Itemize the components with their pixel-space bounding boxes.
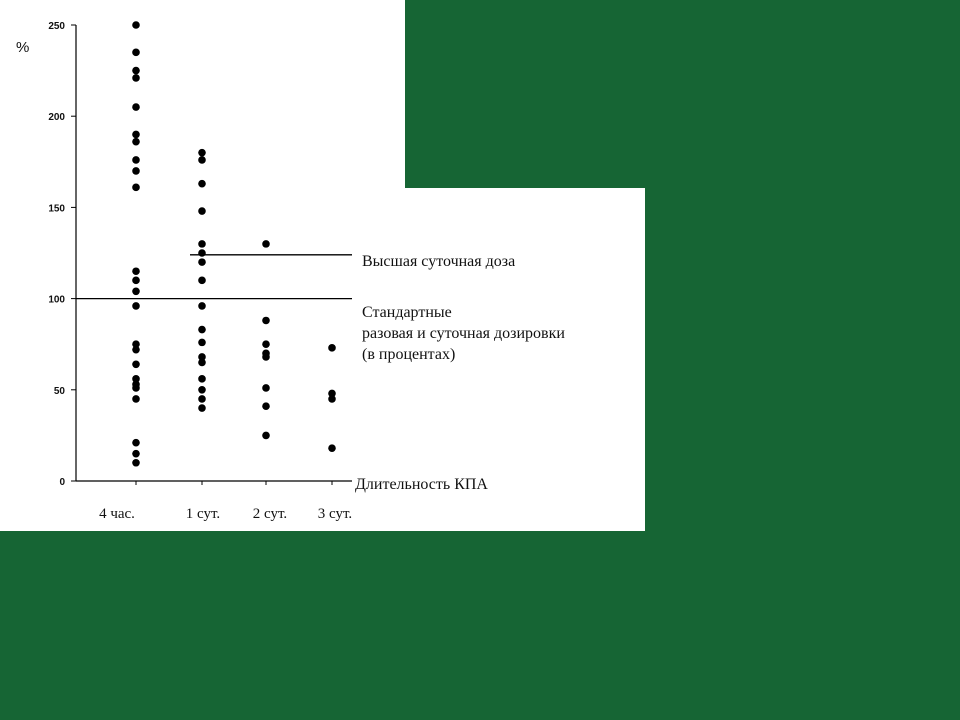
y-tick-label: 0 <box>59 477 65 488</box>
data-point <box>132 131 140 139</box>
y-tick-label: 200 <box>48 112 65 124</box>
data-point <box>198 156 206 164</box>
data-point <box>198 149 206 157</box>
data-points <box>132 21 336 466</box>
data-point <box>262 384 270 392</box>
data-point <box>132 49 140 57</box>
data-point <box>132 138 140 146</box>
x-axis-label: Длительность КПА <box>355 476 488 493</box>
data-point <box>198 386 206 394</box>
data-point <box>132 21 140 29</box>
data-point <box>132 67 140 75</box>
data-point <box>132 450 140 458</box>
data-point <box>198 404 206 412</box>
data-point <box>262 240 270 248</box>
data-point <box>262 432 270 440</box>
data-point <box>328 444 336 452</box>
data-point <box>198 359 206 367</box>
axes <box>76 25 352 481</box>
data-point <box>132 167 140 175</box>
y-tick-label: 50 <box>53 385 65 397</box>
data-point <box>132 439 140 447</box>
reference-line-label: Стандартные разовая и суточная дозировки (в процентах) <box>362 304 565 363</box>
y-tick-label: 100 <box>48 294 65 306</box>
data-point <box>198 207 206 215</box>
x-tick-label: 2 сут. <box>252 506 288 522</box>
data-point <box>198 240 206 248</box>
y-tick-label: 250 <box>48 21 65 32</box>
data-point <box>198 277 206 285</box>
data-point <box>132 459 140 467</box>
data-point <box>328 344 336 352</box>
data-point <box>262 402 270 410</box>
data-point <box>262 317 270 325</box>
data-point <box>198 375 206 383</box>
y-axis-label: % <box>16 39 30 56</box>
data-point <box>132 74 140 82</box>
data-point <box>132 103 140 111</box>
data-point <box>198 339 206 347</box>
data-point <box>132 267 140 275</box>
data-point <box>132 384 140 392</box>
data-point <box>132 302 140 310</box>
data-point <box>132 395 140 403</box>
data-point <box>198 395 206 403</box>
data-point <box>132 184 140 192</box>
data-point <box>328 395 336 403</box>
data-point <box>132 156 140 164</box>
category-labels <box>99 481 352 522</box>
reference-line-label: Высшая суточная доза <box>362 253 516 270</box>
reference-lines <box>76 253 565 363</box>
data-point <box>262 353 270 361</box>
data-point <box>198 258 206 266</box>
data-point <box>198 249 206 257</box>
x-tick-label: 3 сут. <box>317 506 353 522</box>
data-point <box>132 346 140 354</box>
data-point <box>132 360 140 368</box>
y-ticks <box>48 21 76 488</box>
data-point <box>198 180 206 188</box>
x-tick-label: 1 сут. <box>185 506 221 522</box>
data-point <box>132 288 140 296</box>
x-tick-label: 4 час. <box>99 506 135 522</box>
data-point <box>198 326 206 334</box>
data-point <box>198 302 206 310</box>
data-point <box>262 340 270 348</box>
y-tick-label: 150 <box>48 203 65 215</box>
data-point <box>132 277 140 285</box>
